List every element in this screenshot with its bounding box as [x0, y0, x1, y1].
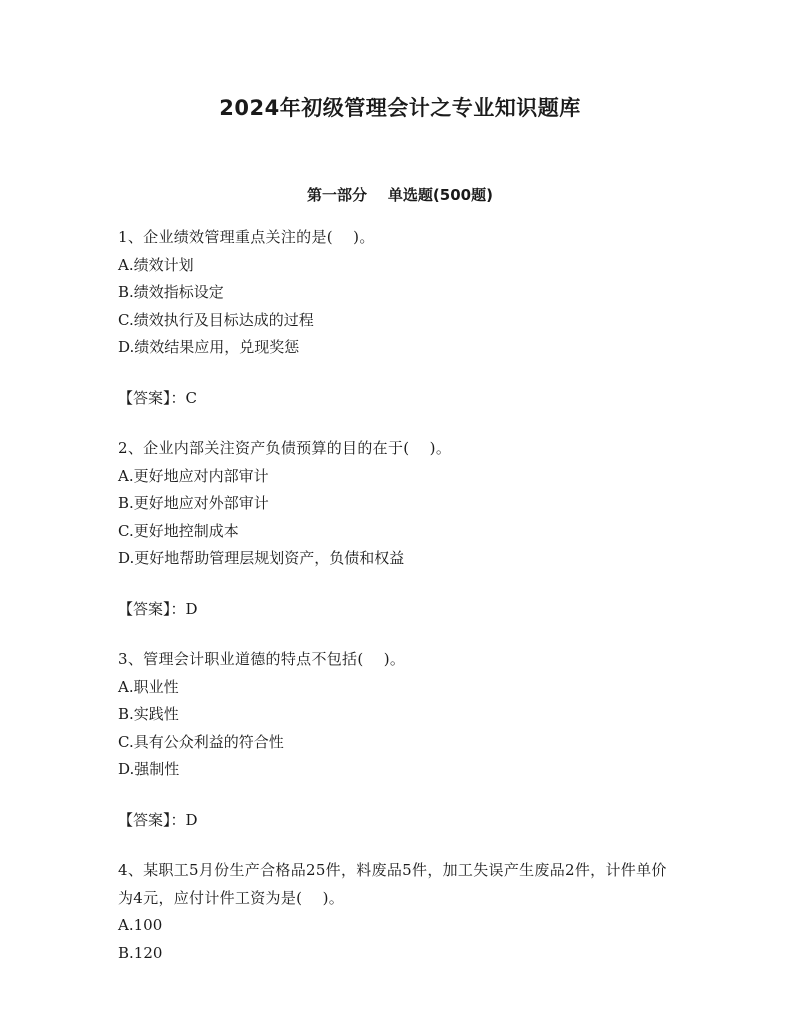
question-option-b: B.绩效指标设定: [118, 283, 224, 301]
question-item: [118, 224, 678, 362]
question-option-a: A.100: [118, 916, 163, 934]
question-option-b: B.实践性: [118, 705, 179, 723]
question-option-c: C.具有公众利益的符合性: [118, 732, 284, 751]
section-title: 第一部分 单选题(500题): [307, 186, 493, 204]
question-stem: 3、管理会计职业道德的特点不包括( )。: [118, 650, 406, 668]
answer-line: 【答案】：D: [118, 599, 198, 618]
question-option-c: C.绩效执行及目标达成的过程: [118, 310, 314, 329]
question-option-c: C.更好地控制成本: [118, 521, 239, 540]
question-stem: 2、企业内部关注资产负债预算的目的在于( )。: [118, 439, 452, 457]
document-title: 2024年初级管理会计之专业知识题库: [219, 96, 581, 120]
question-item: [118, 857, 678, 967]
question-option-d: D.强制性: [118, 760, 180, 778]
question-option-b: B.120: [118, 943, 163, 962]
question-item: [118, 435, 678, 573]
question-option-d: D.更好地帮助管理层规划资产，负债和权益: [118, 549, 405, 567]
question-option-b: B.更好地应对外部审计: [118, 494, 269, 512]
answer-line: 【答案】：D: [118, 810, 198, 829]
answer-line: 【答案】：C: [118, 388, 197, 407]
question-stem: 1、企业绩效管理重点关注的是( )。: [118, 228, 375, 246]
question-option-a: A.更好地应对内部审计: [118, 466, 269, 485]
question-option-d: D.绩效结果应用，兑现奖惩: [118, 338, 300, 356]
question-option-a: A.职业性: [118, 677, 179, 696]
question-item: [118, 646, 678, 784]
question-stem: 4、某职工5月份生产合格品25件，料废品5件，加工失误产生废品2件，计件单价为4元，应付计件工资为是( )。: [118, 861, 667, 907]
question-list: [118, 224, 678, 990]
question-option-a: A.绩效计划: [118, 255, 194, 274]
